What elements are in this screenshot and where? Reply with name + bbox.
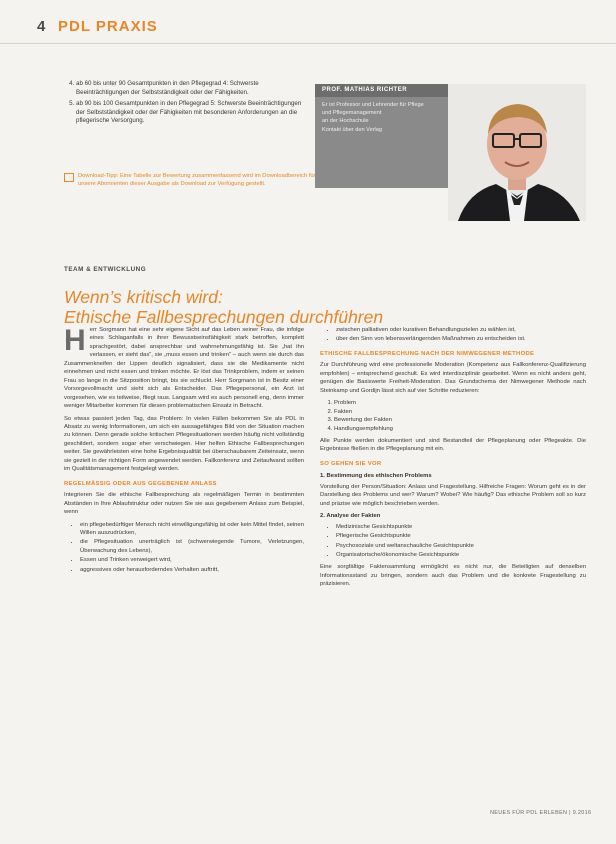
list-item: 4. Handlungsempfehlung: [334, 425, 586, 433]
list-item: 4. ab 60 bis unter 90 Gesamtpunkten in den Pflegegrad 4: Schwerste Beeinträchtigungen der Selbstständigkeit oder der Fähigkeiten.: [76, 80, 304, 97]
headline-line: Ethische Fallbesprechungen durchführen: [64, 307, 384, 327]
article-headline: [64, 287, 584, 327]
section-label: TEAM & ENTWICKLUNG: [64, 266, 147, 273]
author-bio-line: Er ist Professor und Lehrender für Pflege: [322, 102, 424, 108]
author-bio-line: Kontakt über den Verlag: [322, 126, 383, 133]
paragraph: Vorstellung der Person/Situation: Anlass und Fragestellung. Hilfreiche Fragen: Worum geht es in der Darstellung des Problems und wer? Warum? Wobei? Wie häufig? Das ethische Problem soll so kurz und präzise wie möglich beschrieben werden.: [320, 483, 586, 507]
author-box: [315, 84, 448, 188]
occasion-list: [64, 521, 304, 575]
subheading: SO GEHEN SIE VOR: [320, 460, 382, 467]
intro-paragraph: [64, 326, 304, 411]
list-item: 1. Problem: [334, 399, 586, 407]
author-bio-line: an der Hochschule: [322, 118, 369, 125]
paragraph: Zur Durchführung wird eine professionelle Moderation (Kompetenz aus Fallkonferenz-Qualifizierung empfohlen) – entsprechend geschult. Es wird interdisziplinär gearbeitet. Wenn es nicht anders geht, genügen die Basiswerte Freiheit-Moderation. Das Grundschema der Nimwegener Methode nach Steinkamp und Gordijn lässt sich auf vier Schritte reduzieren:: [320, 362, 586, 394]
paragraph: Integrieren Sie die ethische Fallbesprechung als regelmäßigen Termin in bestimmten Abständen in Ihre Ablaufstruktur oder nutzen Sie sie aus gegebenem Anlass zum Beispiel, wenn: [64, 492, 304, 516]
step-heading: 1. Bestimmung des ethischen Problems: [320, 473, 432, 480]
list-item: 3. Bewertung der Fakten: [334, 416, 586, 424]
subheading: REGELMÄSSIG ODER AUS GEGEBENEM ANLASS: [64, 480, 217, 487]
page-number: 4: [37, 18, 46, 35]
headline-line: Wenn’s kritisch wird:: [64, 287, 223, 307]
list-item: • Pflegerische Gesichtspunkte: [336, 532, 586, 540]
list-item: 2. Fakten: [334, 408, 586, 416]
method-steps: [320, 399, 586, 433]
occasion-list-continued: [320, 326, 586, 344]
facts-list: [320, 523, 586, 560]
download-tip: Download-Tipp: Eine Tabelle zur Bewertung zusammenfassend wird im Downloadbereich für unsere Abonnenten dieser Ausgabe als Download zur Verfügung gestellt.: [78, 173, 316, 187]
list-item: • zwischen palliativen oder kurativen Behandlungszielen zu wählen ist,: [336, 326, 586, 334]
pflegegrad-list: [64, 80, 304, 129]
drop-cap: H: [64, 324, 86, 357]
author-name: PROF. MATHIAS RICHTER: [322, 87, 408, 93]
article-column-left: [64, 326, 304, 578]
list-item: • Essen und Trinken verweigert wird,: [80, 556, 304, 564]
list-item: • die Pflegesituation unerträglich ist (schwerwiegende Tumore, Verletzungen, Überwachung des Lebens),: [80, 538, 304, 555]
list-item: • aggressives oder herausforderndes Verhalten auftritt,: [80, 566, 304, 574]
paragraph: Alle Punkte werden dokumentiert und sind Bestandteil der Pflegeplanung oder Pflegeakte. Die Ergebnisse fließen in die Pflegeplanung mit ein.: [320, 437, 586, 453]
list-item: • ein pflegebedürftiger Mensch nicht einwilligungsfähig ist oder kein Mittel findet, seinen Willen auszudrücken,: [80, 521, 304, 538]
list-item: • Organisatorische/ökonomische Gesichtspunkte: [336, 551, 586, 559]
subheading: ETHISCHE FALLBESPRECHUNG NACH DER NIMWEGENER METHODE: [320, 350, 535, 357]
paragraph: Eine sorgfältige Faktensammlung ermöglicht es nicht nur, die Beteiligten auf denselben Informationsstand zu bringen, sondern auch das Problem und die konkrete Fragestellung zu präzisieren.: [320, 564, 586, 588]
magazine-section-title: PDL PRAXIS: [58, 18, 158, 35]
intro-text: err Sorgmann hat eine sehr eigene Sicht auf das Leben seiner Frau, die infolge eines Schlaganfalls in ihrer Bewusstseinsfähigkeit stark betroffen, komplett sprachgestört, dabei ansprechbar und wahrnehmungsfähig ist. Sie „hat ihn verlassen, er sieht das“, sie „muss essen und trinken“ – auch wenn sie durch das Zusammenkneifen der Lippen deutlich signalisiert, dass sie die Medikamente nicht einnehmen und nicht essen und trinken möchte. Er löst das Trinkproblem, indem er seinen Frau so lange in die Sitzposition bringt, bis sie schluckt. Herr Sorgmann ist in Besitz einer Vorsorgevollmacht und sieht sich als Entscheider. Das Pflegepersonal, ein Arzt ist vorgesehen, wie es teilweise, fliegt raus. Langsam wird es auch personell eng, denn immer weniger Mitarbeiter kommen für diesen problematischen Einsatz in Betracht.: [64, 327, 304, 410]
article-column-right: [320, 326, 586, 593]
header-divider: [0, 43, 616, 44]
list-item: 5. ab 90 bis 100 Gesamtpunkten in den Pflegegrad 5: Schwerste Beeinträchtigungen der Selbstständigkeit oder der Fähigkeiten mit besonderen Anforderungen an die pflegerische Versorgung.: [76, 100, 304, 126]
step-heading: 2. Analyse der Fakten: [320, 513, 381, 520]
list-item: • über den Sinn von lebensverlängernden Maßnahmen zu entscheiden ist.: [336, 335, 586, 343]
author-bio: [322, 101, 444, 134]
author-bio-line: und Pflegemanagement: [322, 110, 382, 117]
list-item: • Medizinische Gesichtspunkte: [336, 523, 586, 531]
paragraph: So etwas passiert jeden Tag, das Problem: In vielen Fällen bekommen Sie als PDL in Absatz zu wenig Informationen, um sich ein aussagefähiges Bild von der Situation machen zu können. Denn gerade solche kritischen Pflegesituationen werden häufig nicht vollständig geschildert, sondern sogar eher verschwiegen. Hier helfen Ethische Fallbesprechungen weiter. Sie gewährleisten eine hohe Ergebnisqualität bei überschaubarem Zeiteinsatz, wenn sie gezielt in der richtigen Form angewendet werden. Fallkonferenz und Zeitaufwand sollten im Qualitätsmanagement festgelegt werden.: [64, 415, 304, 473]
list-item: • Psychosoziale und weltanschauliche Gesichtspunkte: [336, 542, 586, 550]
page-footer: NEUES FÜR PDL ERLEBEN | 9.2016: [490, 810, 592, 816]
author-photo: [448, 84, 586, 221]
